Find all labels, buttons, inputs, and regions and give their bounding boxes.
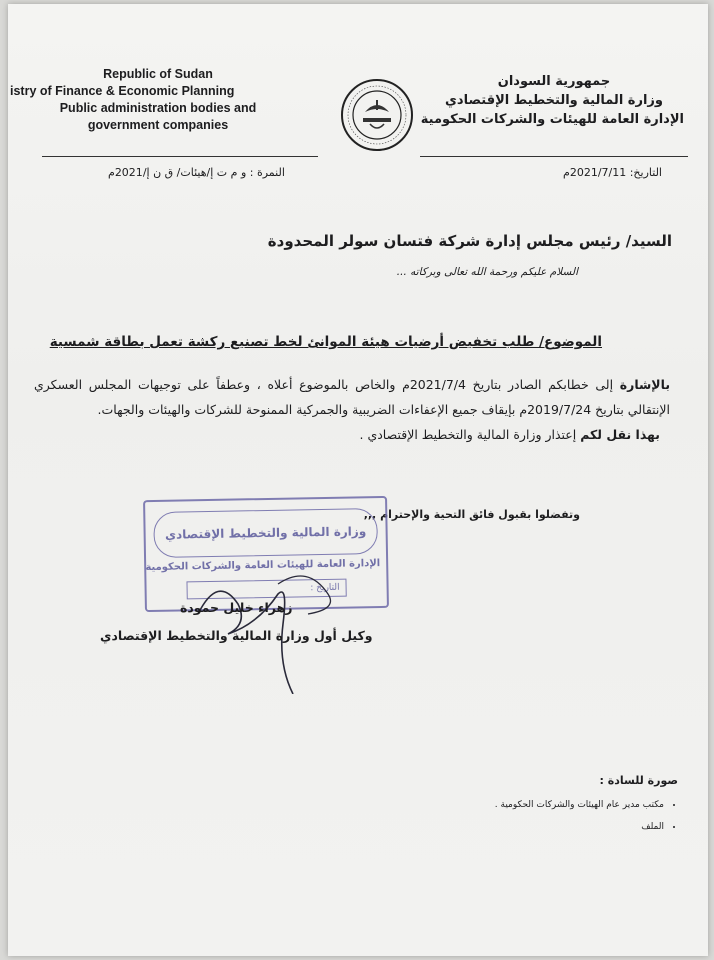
arabic-header-line: جمهورية السودان [497,74,611,89]
body-lead: بهذا نقل لكم [580,427,660,442]
handwritten-signature-icon [158,544,398,694]
arabic-header-line: وزارة المالية والتخطيط الإقتصادي [445,93,663,108]
reference-number: النمرة : و م ت إ/هيئات/ ق ن إ/2021م [108,166,285,179]
body-text: إعتذار وزارة المالية والتخطيط الإقتصادي . [359,427,581,442]
english-header-line: istry of Finance & Economic Planning [10,84,235,98]
cc-item: • مكتب مدير عام الهيئات والشركات الحكومية . [495,800,664,810]
greeting: السلام عليكم ورحمة الله تعالى وبركاته ... [396,266,578,278]
addressee: السيد/ رئيس مجلس إدارة شركة فتسان سولر المحدودة [267,232,672,250]
cc-list [495,800,680,844]
ministry-emblem-icon [340,78,414,152]
english-header-line: government companies [87,118,229,132]
english-header-line: Republic of Sudan [103,67,213,81]
body-text: إلى خطابكم الصادر بتاريخ 2021/7/4م والخاص بالموضوع أعلاه ، وعطفاً على توجيهات المجلس العسكري الإنتقالي بتاريخ 2019/7/24م بإيقاف جميع الإعفاءات الضريبية والجمركية الممنوحة للشركات والهيئات والجهات. [34,377,670,417]
header-divider [420,156,688,157]
arabic-header-line: الإدارة العامة للهيئات والشركات الحكومية [420,112,684,127]
english-letterhead [8,66,308,134]
stamp-department: الإدارة العامة للهيئات العامة والشركات الحكومية [145,558,381,574]
signatory-name: زهراء خليل حمودة [180,600,293,615]
letter-date: التاريخ: 2021/7/11م [563,166,662,179]
body-paragraph [34,372,670,422]
english-header-line: Public administration bodies and [59,101,257,115]
subject-line: الموضوع/ طلب تخفيض أرضيات هيئة الموانئ لخط تصنيع ركشة تعمل بطاقة شمسية [49,334,602,350]
body-paragraph [34,422,670,447]
stamp-ministry: وزارة المالية والتخطيط الإقتصادي [153,508,378,558]
closing-line: وتفضلوا بقبول فائق التحية والإحترام ,,, [363,508,580,521]
arabic-letterhead [420,72,684,129]
body-lead: بالإشارة [619,377,671,392]
signatory-title: وكيل أول وزارة المالية والتخطيط الإقتصادي [100,628,373,643]
cc-item: • الملف [495,822,664,832]
stamp-date-field: التاريخ : [186,579,346,600]
cc-label: صورة للسادة : [599,774,678,787]
header-divider [42,156,318,157]
letter-page [8,4,708,956]
letter-body [34,372,670,447]
